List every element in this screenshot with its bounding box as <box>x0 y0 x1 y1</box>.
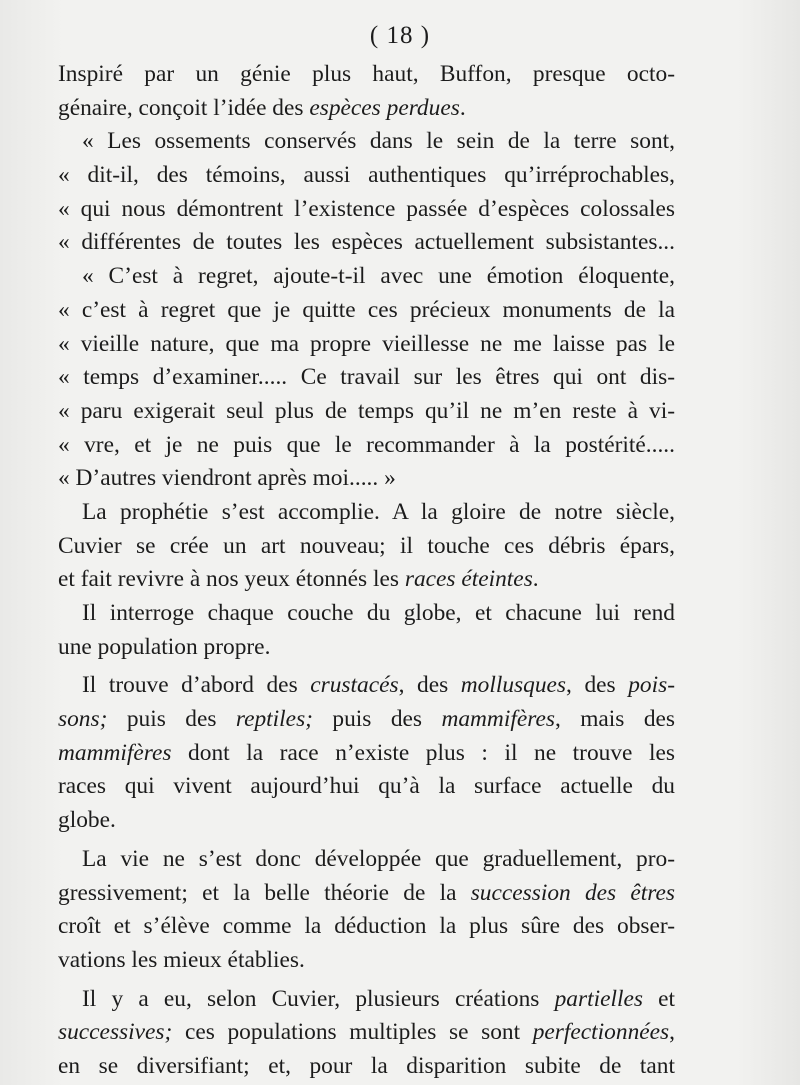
text-segment: , <box>669 1019 675 1046</box>
text-segment: gressivement; et la belle théorie de la <box>58 879 471 906</box>
text-line <box>58 462 675 496</box>
text-segment: ces populations multiples se sont <box>172 1019 533 1046</box>
text-line <box>58 631 675 665</box>
text-segment: vations les mieux établies. <box>58 946 305 973</box>
text-segment: « paru exigerait seul plus de temps qu’il ne m’en reste à vi- <box>58 397 675 424</box>
text-segment: et <box>642 985 675 1012</box>
text-line <box>58 843 675 877</box>
text-line <box>58 125 675 159</box>
text-segment: , des <box>398 672 461 699</box>
italic-text: espèces perdues <box>309 94 460 121</box>
text-line <box>58 669 675 703</box>
text-segment: « temps d’examiner..... Ce travail sur les êtres qui ont dis- <box>58 364 675 391</box>
text-line <box>58 983 675 1017</box>
text-segment: La vie ne s’est donc développée que graduellement, pro- <box>82 845 675 872</box>
text-segment: « dit-il, des témoins, aussi authentiques qu’irréprochables, <box>58 162 675 189</box>
text-segment: et fait revivre à nos yeux étonnés les <box>58 566 405 593</box>
text-segment: Il y a eu, selon Cuvier, plusieurs créations <box>82 985 555 1012</box>
text-segment: , mais des <box>554 706 676 733</box>
text-line <box>58 563 675 597</box>
text-line <box>58 328 675 362</box>
text-line <box>58 226 675 260</box>
italic-text: mammifères <box>58 739 172 766</box>
text-segment: « vieille nature, que ma propre vieillesse ne me laisse pas le <box>58 330 675 357</box>
text-segment: en se diversifiant; et, pour la disparition subite de tant <box>58 1052 675 1079</box>
italic-text: partielles <box>554 985 643 1012</box>
text-line <box>58 770 675 804</box>
italic-text: perfectionnées <box>532 1019 670 1046</box>
text-line <box>58 429 675 463</box>
text-line <box>58 703 675 737</box>
text-line <box>58 1050 675 1084</box>
text-line <box>58 737 675 771</box>
text-segment: Cuvier se crée un art nouveau; il touche ces débris épars, <box>58 532 675 559</box>
text-segment: une population propre. <box>58 633 271 660</box>
text-segment: , des <box>566 672 629 699</box>
text-line <box>58 159 675 193</box>
text-segment: dont la race n’existe plus : il ne trouve les <box>171 739 675 766</box>
text-segment: . <box>532 566 539 593</box>
italic-text: crustacés <box>310 672 399 699</box>
text-segment: « vre, et je ne puis que le recommander à la postérité..... <box>58 431 675 458</box>
italic-text: mammifères <box>441 706 555 733</box>
text-segment: races qui vivent aujourd’hui qu’à la surface actuelle du <box>58 773 675 800</box>
text-segment: génaire, conçoit l’idée des <box>58 94 310 121</box>
text-segment: croît et s’élève comme la déduction la plus sûre des obser- <box>58 913 675 940</box>
italic-text: races éteintes <box>404 566 533 593</box>
text-line <box>58 530 675 564</box>
text-segment: globe. <box>58 807 116 834</box>
text-line <box>58 294 675 328</box>
text-segment: « différentes de toutes les espèces actuellement subsistantes... <box>58 229 675 256</box>
text-segment: puis des <box>312 706 442 733</box>
text-line <box>58 92 675 126</box>
italic-text: sons; <box>58 706 108 733</box>
text-line <box>58 597 675 631</box>
text-line <box>58 877 675 911</box>
text-line <box>58 1016 675 1050</box>
italic-text: succession des êtres <box>470 879 675 906</box>
text-segment: Il trouve d’abord des <box>82 672 311 699</box>
italic-text: successives; <box>58 1019 173 1046</box>
page-number: ( 18 ) <box>369 22 431 49</box>
text-segment: Il interroge chaque couche du globe, et chacune lui rend <box>82 600 675 626</box>
text-line <box>58 361 675 395</box>
text-line <box>58 395 675 429</box>
text-segment: « C’est à regret, ajoute-t-il avec une émotion éloquente, <box>82 263 675 290</box>
text-segment: « D’autres viendront après moi..... » <box>58 465 396 492</box>
text-segment: puis des <box>107 706 236 733</box>
text-line <box>58 804 675 838</box>
text-line <box>58 193 675 227</box>
text-segment: « c’est à regret que je quitte ces précieux monuments de la <box>58 296 675 323</box>
text-segment: La prophétie s’est accomplie. A la gloire de notre siècle, <box>82 498 675 525</box>
text-line <box>58 260 675 294</box>
italic-text: reptiles; <box>235 706 313 733</box>
text-segment: « qui nous démontrent l’existence passée d’espèces colossales <box>58 195 675 222</box>
text-segment: « Les ossements conservés dans le sein de la terre sont, <box>82 128 675 155</box>
text-line <box>58 910 675 944</box>
body-text <box>58 58 675 1084</box>
text-segment: Inspiré par un génie plus haut, Buffon, presque octo- <box>58 61 675 87</box>
italic-text: mollusques <box>460 672 567 699</box>
text-segment: . <box>459 94 466 121</box>
italic-text: pois- <box>628 672 675 699</box>
text-line <box>58 496 675 530</box>
text-line <box>58 58 675 92</box>
text-line <box>58 944 675 978</box>
